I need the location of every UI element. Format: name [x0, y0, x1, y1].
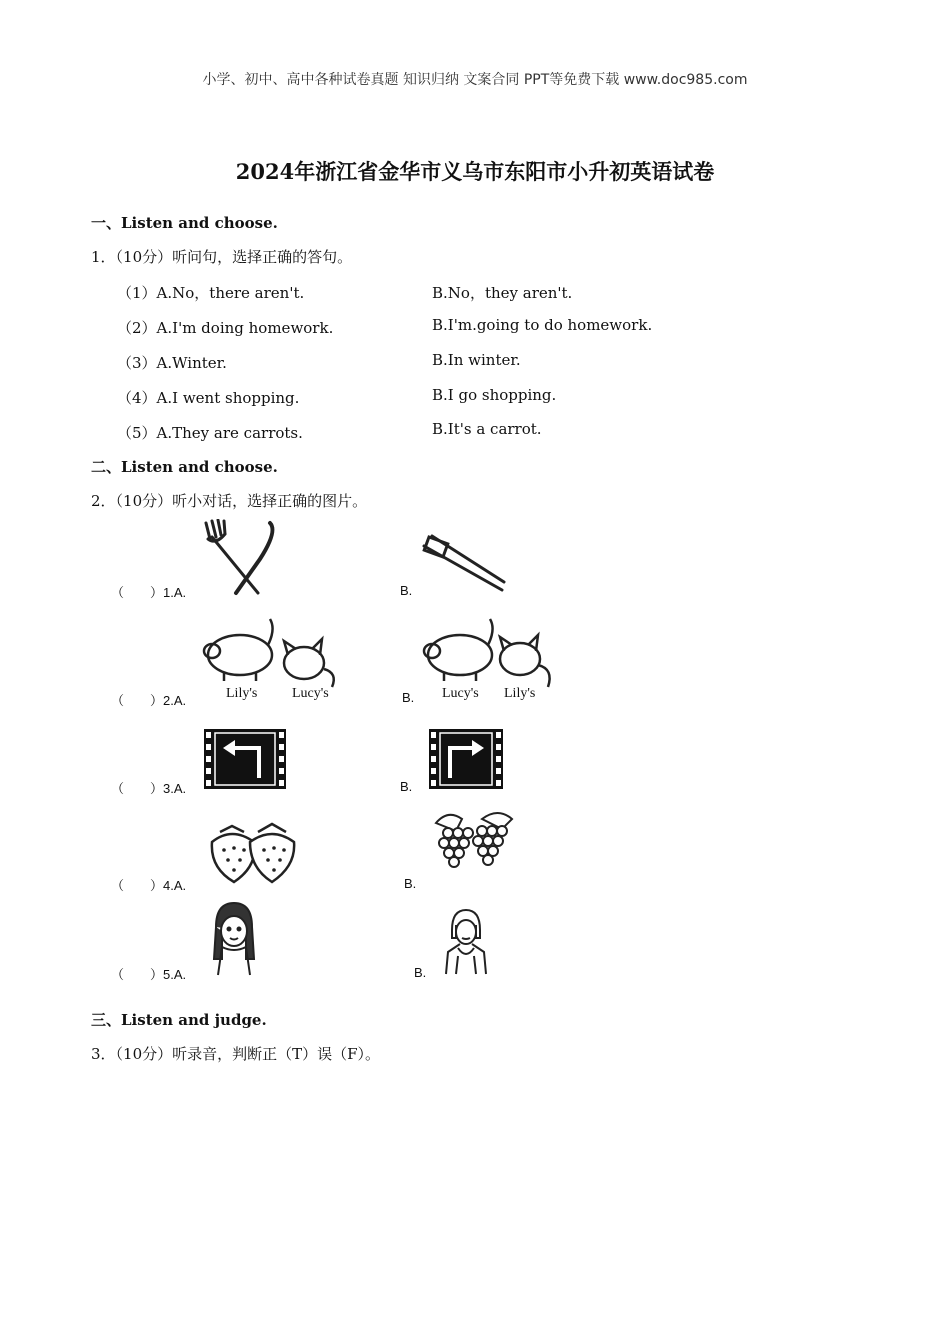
turn-left-sign-icon [203, 728, 287, 790]
option-b: B.In winter. [432, 351, 521, 369]
pig-cat-icon [420, 615, 560, 705]
option-a: （2）A.I'm doing homework. [117, 319, 334, 337]
option-b-label: B. [414, 965, 427, 980]
option-b-label: B. [402, 690, 415, 705]
option-b-label: B. [400, 583, 413, 598]
answer-blank: （ ）5.A. [111, 967, 187, 982]
question-text: 3．（10分）听录音，判断正（T）误（F）。 [91, 1045, 381, 1063]
answer-blank: （ ）2.A. [111, 693, 187, 708]
grapes-icon [432, 805, 528, 869]
option-a: （4）A.I went shopping. [117, 389, 300, 407]
answer-blank: （ ）3.A. [111, 781, 187, 796]
girl-short-hair-icon [442, 908, 490, 976]
pig-cat-icon [200, 615, 340, 705]
page-header: 小学、初中、高中各种试卷真题 知识归纳 文案合同 PPT等免费下载 www.doc985.com [202, 72, 748, 88]
option-b: B.It's a carrot. [432, 420, 542, 438]
caption-owner: Lily's [226, 686, 258, 701]
section-heading: 一、Listen and choose. [91, 214, 278, 232]
turn-right-sign-icon [428, 728, 504, 790]
option-b-label: B. [400, 779, 413, 794]
section-heading: 三、Listen and judge. [91, 1011, 267, 1029]
option-a: （3）A.Winter. [117, 354, 227, 372]
answer-blank: （ ）1.A. [111, 585, 187, 600]
caption-owner: Lucy's [442, 686, 479, 701]
question-text: 1．（10分）听问句，选择正确的答句。 [91, 248, 353, 266]
page-title: 2024年浙江省金华市义乌市东阳市小升初英语试卷 [235, 159, 715, 184]
question-text: 2．（10分）听小对话，选择正确的图片。 [91, 492, 368, 510]
chopsticks-icon [420, 532, 508, 596]
strawberries-icon [206, 820, 298, 884]
option-b: B.No，they aren't. [432, 284, 573, 302]
girl-long-hair-icon [208, 901, 260, 977]
option-b: B.I go shopping. [432, 386, 557, 404]
option-b: B.I'm.going to do homework. [432, 316, 653, 334]
option-b-label: B. [404, 876, 417, 891]
caption-owner: Lucy's [292, 686, 329, 701]
section-heading: 二、Listen and choose. [91, 458, 278, 476]
caption-owner: Lily's [504, 686, 536, 701]
option-a: （5）A.They are carrots. [117, 424, 303, 442]
option-a: （1）A.No，there aren't. [117, 284, 305, 302]
fork-knife-icon [200, 519, 280, 597]
answer-blank: （ ）4.A. [111, 878, 187, 893]
